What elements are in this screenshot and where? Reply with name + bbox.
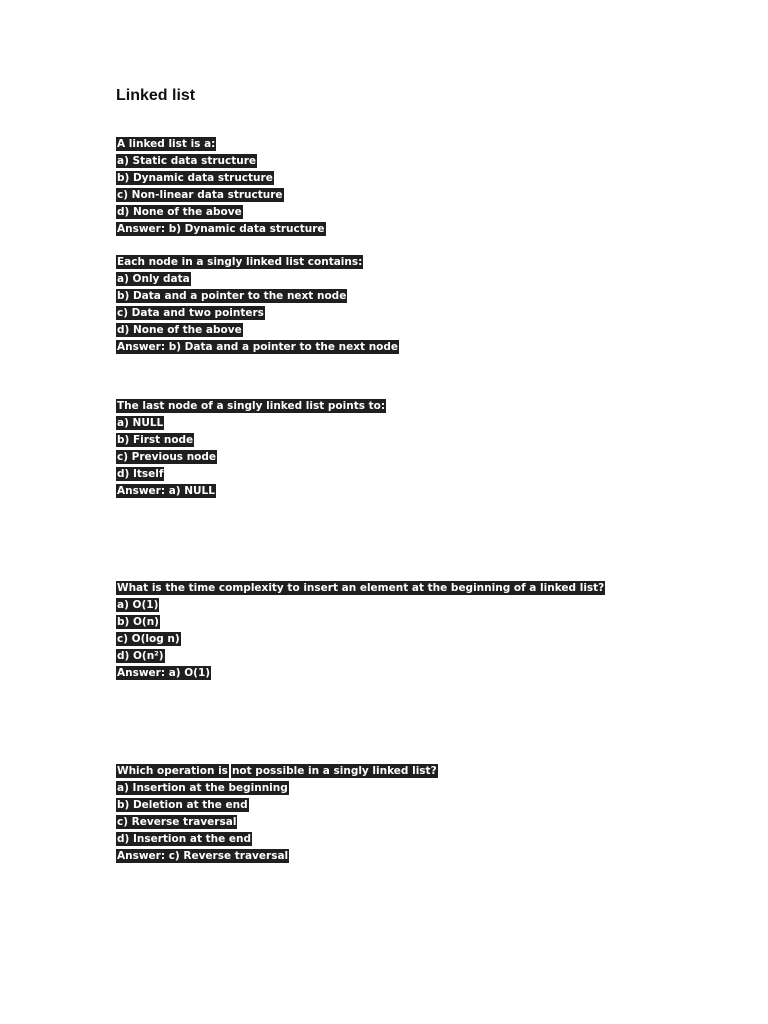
- question-block-2: [116, 251, 399, 353]
- option-c: c) Non-linear data structure: [117, 189, 283, 201]
- option-d: d) Insertion at the end: [117, 833, 252, 845]
- answer-text: Answer: a) O(1): [117, 667, 211, 679]
- question-block-4: [116, 577, 605, 679]
- answer-text: Answer: b) Dynamic data structure: [117, 223, 325, 235]
- option-b: b) Dynamic data structure: [117, 172, 273, 184]
- option-d: d) O(n²): [117, 650, 164, 662]
- question-block-5: [116, 760, 438, 862]
- question-text-part1: Which operation is: [117, 765, 228, 777]
- option-a: a) O(1): [117, 599, 159, 611]
- question-text-part2: not possible in a singly linked list?: [231, 765, 437, 777]
- option-a: a) NULL: [117, 417, 164, 429]
- option-b: b) O(n): [117, 616, 159, 628]
- option-c: c) Reverse traversal: [117, 816, 237, 828]
- option-b: b) Data and a pointer to the next node: [117, 290, 347, 302]
- page-title: Linked list: [116, 87, 196, 104]
- answer-text: Answer: b) Data and a pointer to the next node: [117, 341, 399, 353]
- answer-text: Answer: a) NULL: [117, 485, 215, 497]
- answer-text: Answer: c) Reverse traversal: [117, 850, 289, 862]
- option-c: c) O(log n): [117, 633, 180, 645]
- option-d: d) None of the above: [117, 206, 242, 218]
- option-c: c) Previous node: [117, 451, 217, 463]
- option-a: a) Only data: [117, 273, 190, 285]
- question-block-1: [116, 133, 326, 235]
- question-text: A linked list is a:: [117, 138, 216, 150]
- question-block-3: [116, 395, 386, 497]
- option-c: c) Data and two pointers: [117, 307, 264, 319]
- question-text: Each node in a singly linked list contains:: [117, 256, 363, 268]
- option-b: b) Deletion at the end: [117, 799, 248, 811]
- question-text: What is the time complexity to insert an element at the beginning of a linked list?: [117, 582, 605, 594]
- option-a: a) Static data structure: [117, 155, 257, 167]
- option-d: d) None of the above: [117, 324, 242, 336]
- option-a: a) Insertion at the beginning: [117, 782, 288, 794]
- option-b: b) First node: [117, 434, 194, 446]
- option-d: d) Itself: [117, 468, 164, 480]
- question-text: The last node of a singly linked list points to:: [117, 400, 386, 412]
